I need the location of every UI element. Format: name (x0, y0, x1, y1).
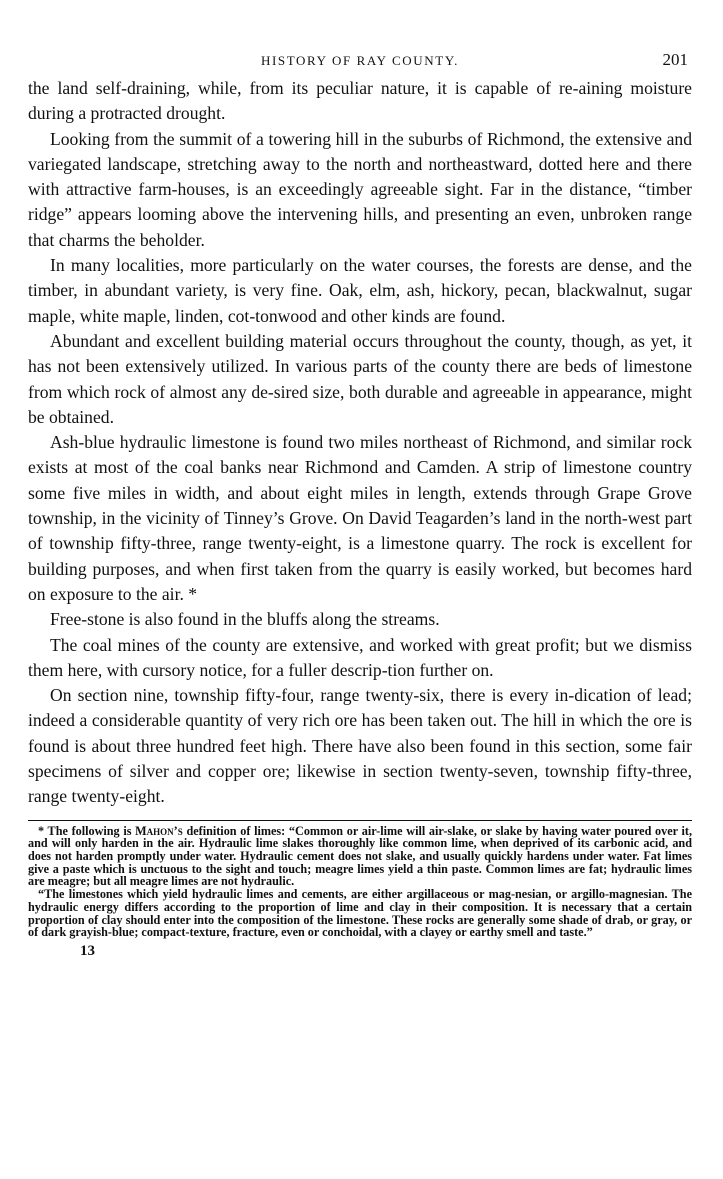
footnotes (28, 825, 692, 939)
paragraph: Free-stone is also found in the bluffs along the streams. (50, 609, 440, 630)
footnote-lead: * The following is (38, 823, 132, 838)
paragraph: In many localities, more particularly on the water courses, the forests are dense, and the timber, in abundant variety, is very fine. Oak, elm, ash, hickory, pecan, blackwalnut, sugar maple, white maple, linden, cot-tonwood and other kinds are found. (28, 255, 692, 326)
paragraph: Abundant and excellent building material occurs throughout the county, though, as yet, it has not been extensively utilized. In various parts of the county there are beds of limestone from which rock of almost any de-sired size, both durable and agreeable in appearance, might be obtained. (28, 330, 692, 427)
paragraph: Ash-blue hydraulic limestone is found two miles northeast of Richmond, and similar rock exists at most of the coal banks near Richmond and Camden. A strip of limestone country some five miles in width, and about eight miles in length, extends through Grape Grove township, in the vicinity of Tinney’s Grove. On David Teagarden’s land in the north-west part of township fifty-three, range twenty-eight, is a limestone quarry. The rock is excellent for building purposes, and when first taken from the quarry is easily worked, but becomes hard on exposure to the air. * (28, 432, 692, 604)
page-header (28, 50, 692, 76)
paragraph: Looking from the summit of a towering hill in the suburbs of Richmond, the extensive and variegated landscape, stretching away to the north and northeastward, dotted here and there with attractive farm-houses, is an exceedingly agreeable sight. Far in the distance, “timber ridge” appears looming above the intervening hills, and presenting an even, unbroken range that charms the beholder. (28, 128, 692, 250)
running-head: HISTORY OF RAY COUNTY. (261, 53, 459, 68)
footnote-paragraph (28, 825, 692, 889)
paragraph: On section nine, township fifty-four, range twenty-six, there is every in-dication of lead; indeed a considerable quantity of very rich ore has been taken out. The hill in which the ore is found is about three hundred feet high. There have also been found in this section, some fair specimens of silver and copper ore; likewise in section twenty-seven, township fifty-three, range twenty-eight. (28, 685, 692, 807)
footnote-paragraph: “The limestones which yield hydraulic limes and cements, are either argillaceous or mag-nesian, or argillo-magnesian. The hydraulic energy differs according to the proportion of lime and clay in their composition. It is necessary that a certain proportion of clay should enter into the composition of the limestone. These rocks are generally some shade of drab, or gray, or of dark grayish-blue; compact-texture, fracture, even or conchoidal, with a clayey or earthy smell and taste.” (28, 887, 692, 940)
paragraph: the land self-draining, while, from its peculiar nature, it is capable of re-aining moisture during a protracted drought. (28, 78, 692, 124)
footnote-text: definition of limes: “Common or air-lime will air-slake, or slake by having water poured over it, and will only harden in the air. Hydraulic lime slakes thoroughly like common lime, when deprived of its carbonic acid, and does not harden promptly under water. Hydraulic cement does not slake, and usually quickly hardens under water. Fat limes give a paste which is unctuous to the sight and touch; meagre limes yield a thin paste. Common limes are fat; hydraulic limes are meagre; but all meagre limes are not hydraulic. (28, 823, 692, 889)
footnote-author: Mahon’s (135, 823, 183, 838)
signature-mark: 13 (80, 942, 95, 959)
body-text (28, 76, 692, 810)
page-number: 201 (662, 50, 688, 69)
footnote-rule (28, 820, 692, 821)
book-page (28, 50, 692, 1160)
paragraph: The coal mines of the county are extensive, and worked with great profit; but we dismiss them here, with cursory notice, for a fuller descrip-tion further on. (28, 634, 692, 680)
